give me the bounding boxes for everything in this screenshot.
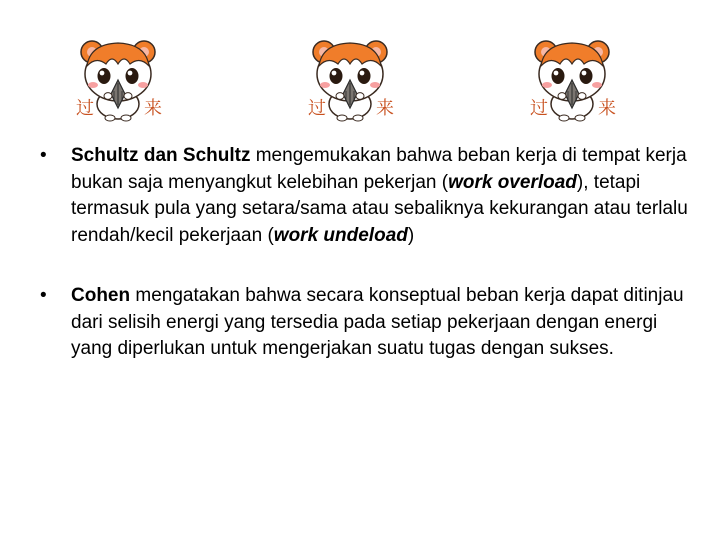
bullet-text: mengemukakan bahwa beban kerja di tempat kerja bukan saja menyangkut kelebihan pekerjan ( [71, 145, 687, 193]
bullet-text: mengatakan bahwa secara konseptual beban kerja dapat ditinjau dari selisih energi yang tersedia pada setiap pekerjaan dengan energi yang diperlukan untuk mengerjakan suatu tugas dengan sukses. [71, 285, 684, 359]
bullet-text: ) [407, 224, 415, 246]
bullet-marker: • [40, 285, 47, 306]
mascot-glyph-left: 过 [530, 98, 548, 119]
bullet-cohen [40, 283, 690, 363]
bullet-lead: Schultz dan Schultz [71, 145, 251, 166]
bullet-list [40, 143, 690, 397]
bullet-lead: Cohen [71, 285, 131, 306]
hamster-mascot-icon-3 [522, 30, 622, 128]
mascot-glyph-right: 来 [598, 98, 616, 119]
term-work-overload: work overload [448, 171, 577, 193]
mascot-glyph-right: 来 [376, 98, 394, 119]
bullet-schultz [40, 143, 690, 249]
bullet-marker: • [40, 145, 47, 166]
term-work-undeload: work undeload [273, 224, 408, 246]
mascot-glyph-right: 来 [144, 98, 162, 119]
hamster-mascot-icon-2 [300, 30, 400, 128]
hamster-mascot-icon-1 [68, 30, 168, 128]
bullet-text: ), tetapi termasuk pula yang setara/sama atau sebaliknya kekurangan atau terlalu rendah/kecil pekerjaan ( [71, 171, 688, 246]
mascot-glyph-left: 过 [76, 98, 94, 119]
mascot-glyph-left: 过 [308, 98, 326, 119]
